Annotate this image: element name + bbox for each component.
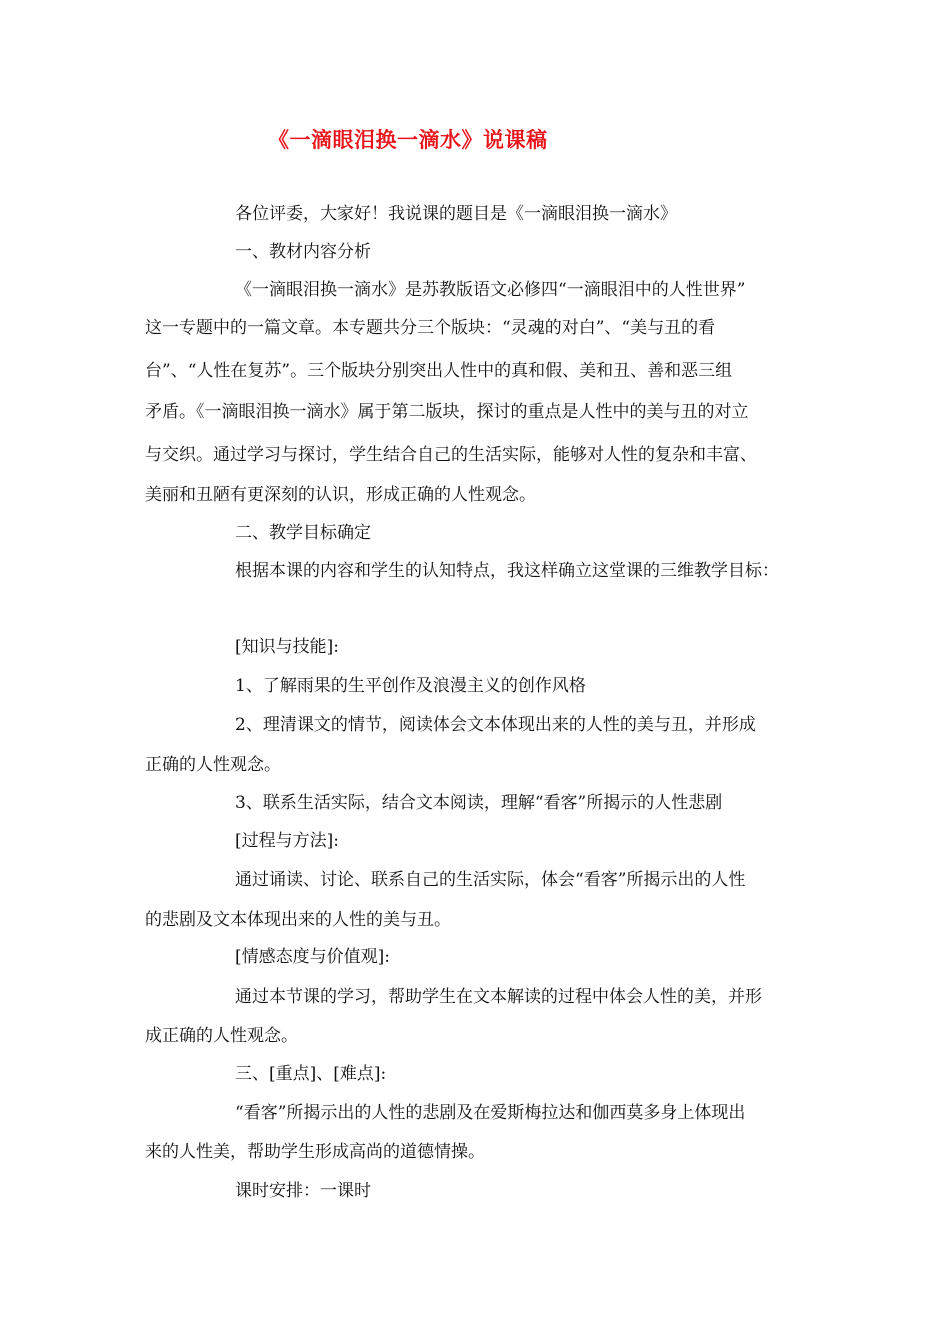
text-line: 矛盾。《一滴眼泪换一滴水》属于第二版块，探讨的重点是人性中的美与丑的对立 <box>145 402 749 422</box>
text-line: 的悲剧及文本体现出来的人性的美与丑。 <box>145 910 451 930</box>
text-line: 通过本节课的学习，帮助学生在文本解读的过程中体会人性的美，并形 <box>235 987 762 1007</box>
section-heading: 三、[重点]、[难点]: <box>235 1064 387 1084</box>
text-line: 各位评委，大家好！我说课的题目是《一滴眼泪换一滴水》 <box>235 204 677 224</box>
subsection-heading: [过程与方法]: <box>235 831 339 851</box>
section-heading: 二、教学目标确定 <box>235 523 371 543</box>
list-item: 2、理清课文的情节，阅读体会文本体现出来的人性的美与丑，并形成 <box>235 715 756 735</box>
text-line: 与交织。通过学习与探讨，学生结合自己的生活实际，能够对人性的复杂和丰富、 <box>145 445 757 465</box>
text-line: 课时安排：一课时 <box>235 1181 371 1201</box>
text-line: 台”、“人性在复苏”。三个版块分别突出人性中的真和假、美和丑、善和恶三组 <box>145 361 733 381</box>
text-line: 美丽和丑陋有更深刻的认识，形成正确的人性观念。 <box>145 485 536 505</box>
text-line: 来的人性美，帮助学生形成高尚的道德情操。 <box>145 1142 485 1162</box>
list-item: 1、了解雨果的生平创作及浪漫主义的创作风格 <box>235 676 586 696</box>
text-line: 正确的人性观念。 <box>145 755 281 775</box>
text-line: 《一滴眼泪换一滴水》是苏教版语文必修四“一滴眼泪中的人性世界” <box>235 280 746 300</box>
subsection-heading: [情感态度与价值观]: <box>235 947 390 967</box>
document-title: 《一滴眼泪换一滴水》说课稿 <box>268 127 548 152</box>
text-line: 成正确的人性观念。 <box>145 1026 298 1046</box>
text-line: 根据本课的内容和学生的认知特点，我这样确立这堂课的三维教学目标： <box>235 561 779 581</box>
text-line: “看客”所揭示出的人性的悲剧及在爱斯梅拉达和伽西莫多身上体现出 <box>235 1103 746 1123</box>
text-line: 这一专题中的一篇文章。本专题共分三个版块：“灵魂的对白”、“美与丑的看 <box>145 318 716 338</box>
subsection-heading: [知识与技能]: <box>235 637 339 657</box>
section-heading: 一、教材内容分析 <box>235 242 371 262</box>
list-item: 3、联系生活实际，结合文本阅读，理解“看客”所揭示的人性悲剧 <box>235 793 723 813</box>
text-line: 通过诵读、讨论、联系自己的生活实际，体会“看客”所揭示出的人性 <box>235 870 746 890</box>
